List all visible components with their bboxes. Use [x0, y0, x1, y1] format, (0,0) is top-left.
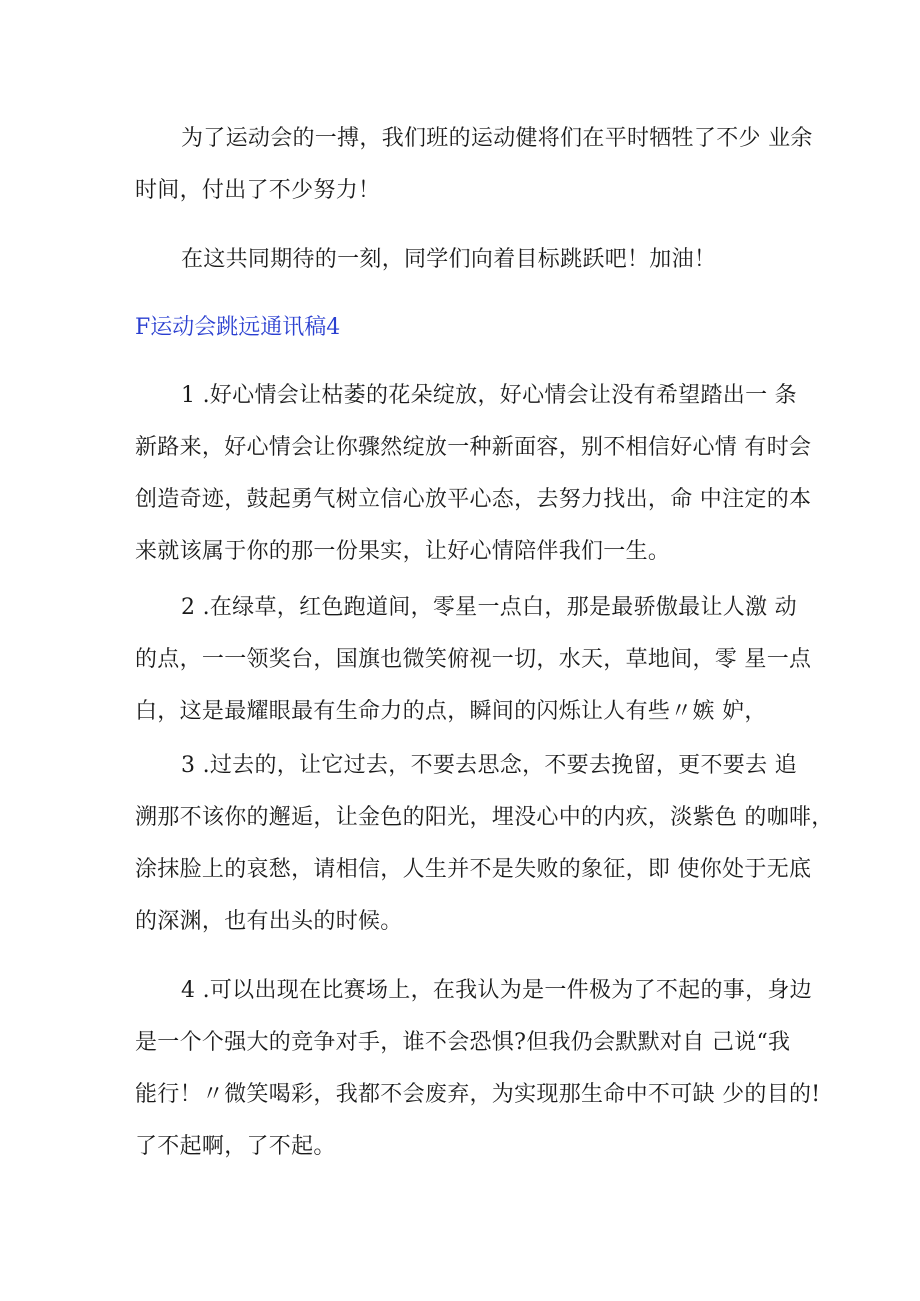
- text-line: 来就该属于你的那一份果实，让好心情陪伴我们一生。: [135, 539, 671, 564]
- text-line: 能行！〃微笑喝彩，我都不会废弃，为实现那生命中不可缺 少的目的!: [135, 1082, 821, 1107]
- text-line: 为了运动会的一搏，我们班的运动健将们在平时牺牲了不少 业余: [181, 126, 813, 151]
- intro-paragraph-2: [135, 241, 805, 279]
- text-line: 白，这是最耀眼最有生命力的点，瞬间的闪烁让人有些〃嫉 妒，: [135, 699, 767, 724]
- list-item-2: [135, 589, 812, 731]
- text-line: 新路来，好心情会让你骤然绽放一种新面容，别不相信好心情 有时会: [135, 435, 812, 460]
- text-line: 时间，付出了不少努力！: [135, 178, 381, 203]
- text-line: 的点，一一领奖台，国旗也微笑俯视一切，水天，草地间，零 星一点: [135, 647, 812, 672]
- intro-paragraph-1: [135, 120, 813, 210]
- text-line: 在这共同期待的一刻，同学们向着目标跳跃吧！加油！: [181, 247, 717, 272]
- text-line: 2 .在绿草，红色跑道间，零星一点白，那是最骄傲最让人激 动: [181, 595, 797, 620]
- text-line: 溯那不该你的邂逅，让金色的阳光，埋没心中的内疚，淡紫色 的咖啡，: [135, 805, 834, 830]
- list-item-4: [135, 972, 821, 1166]
- list-item-3: [135, 747, 834, 941]
- text-line: 1 .好心情会让枯萎的花朵绽放，好心情会让没有希望踏出一 条: [181, 383, 797, 408]
- section-heading: F运动会跳远通讯稿4: [135, 315, 341, 340]
- text-line: 是一个个强大的竞争对手，谁不会恐惧?但我仍会默默对自 己说“我: [135, 1030, 791, 1055]
- text-line: 了不起啊，了不起。: [135, 1134, 336, 1159]
- text-line: 4 .可以出现在比赛场上，在我认为是一件极为了不起的事，身边: [181, 978, 812, 1003]
- text-line: 创造奇迹，鼓起勇气树立信心放平心态，去努力找出，命 中注定的本: [135, 487, 812, 512]
- list-item-1: [135, 377, 812, 571]
- text-line: 涂抹脸上的哀愁，请相信，人生并不是失败的象征，即 使你处于无底: [135, 857, 812, 882]
- text-line: 的深渊，也有出头的时候。: [135, 909, 403, 934]
- text-line: 3 .过去的，让它过去，不要去思念，不要去挽留，更不要去 追: [181, 753, 797, 778]
